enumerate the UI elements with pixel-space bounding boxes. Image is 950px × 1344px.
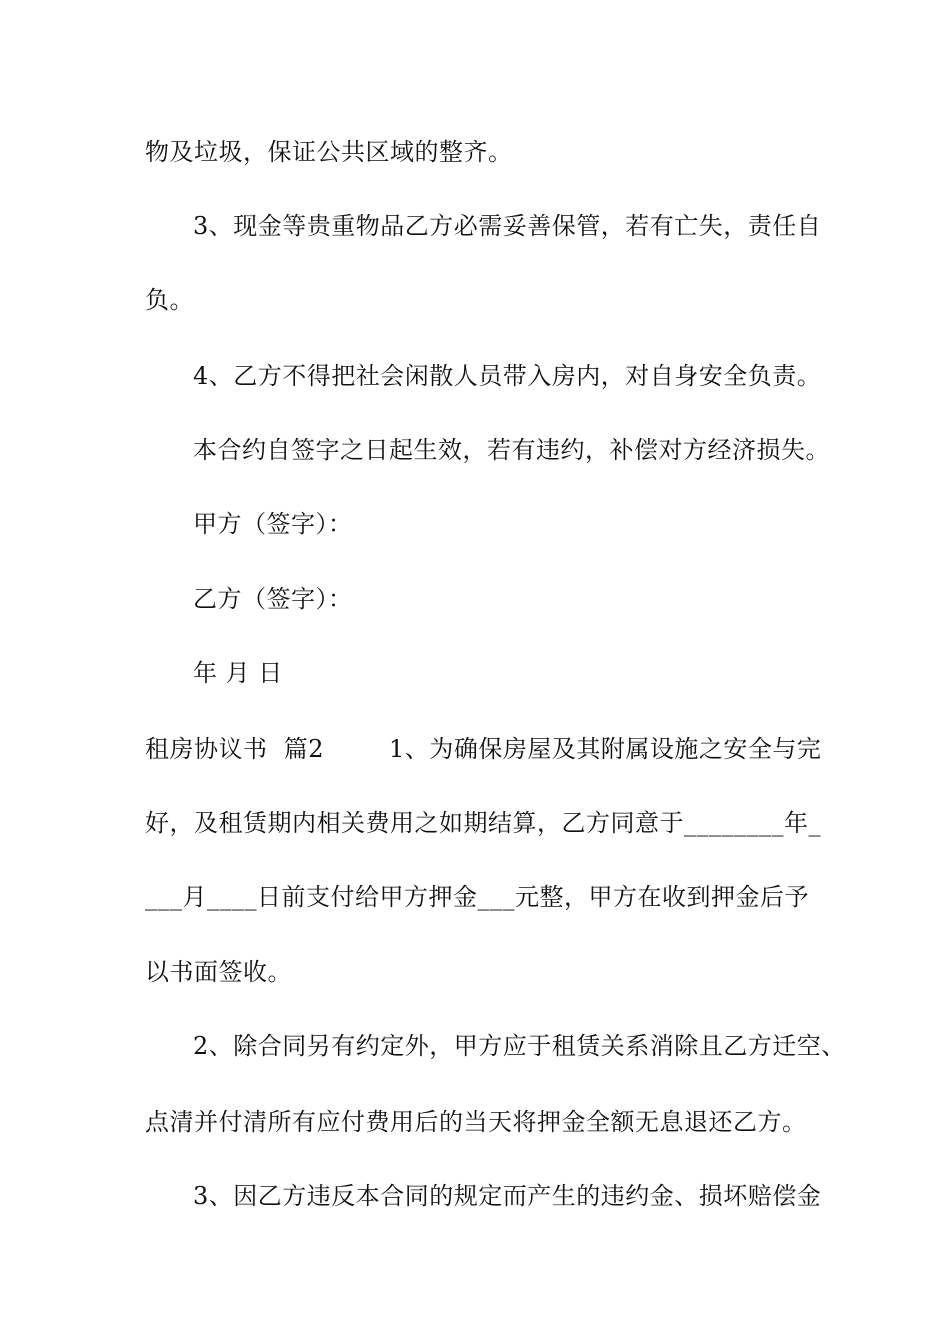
text-line: 点清并付清所有应付费用后的当天将押金全额无息退还乙方。 [145, 1108, 807, 1136]
section-heading-line: 租房协议书 篇2 1、为确保房屋及其附属设施之安全与完 [145, 735, 822, 763]
text-line: 3、因乙方违反本合同的规定而产生的违约金、损坏赔偿金 [193, 1182, 822, 1210]
text-line: 2、除合同另有约定外，甲方应于租赁关系消除且乙方迁空、 [193, 1032, 846, 1060]
text-line: 负。 [145, 286, 194, 314]
text-line: 物及垃圾，保证公共区域的整齐。 [145, 138, 513, 166]
text-line: 4、乙方不得把社会闲散人员带入房内，对自身安全负责。 [193, 362, 822, 390]
signature-line-party-a: 甲方（签字）： [193, 510, 353, 538]
text-line: 以书面签收。 [145, 958, 292, 986]
text-line: 3、现金等贵重物品乙方必需妥善保管，若有亡失，责任自 [193, 212, 822, 240]
date-line: 年 月 日 [193, 659, 283, 687]
text-line: 好，及租赁期内相关费用之如期结算，乙方同意于________年_ [145, 809, 821, 837]
signature-line-party-b: 乙方（签字）： [193, 585, 353, 613]
text-line: 本合约自签字之日起生效，若有违约，补偿对方经济损失。 [193, 436, 830, 464]
text-line: ___月____日前支付给甲方押金___元整，甲方在收到押金后予 [145, 883, 809, 911]
